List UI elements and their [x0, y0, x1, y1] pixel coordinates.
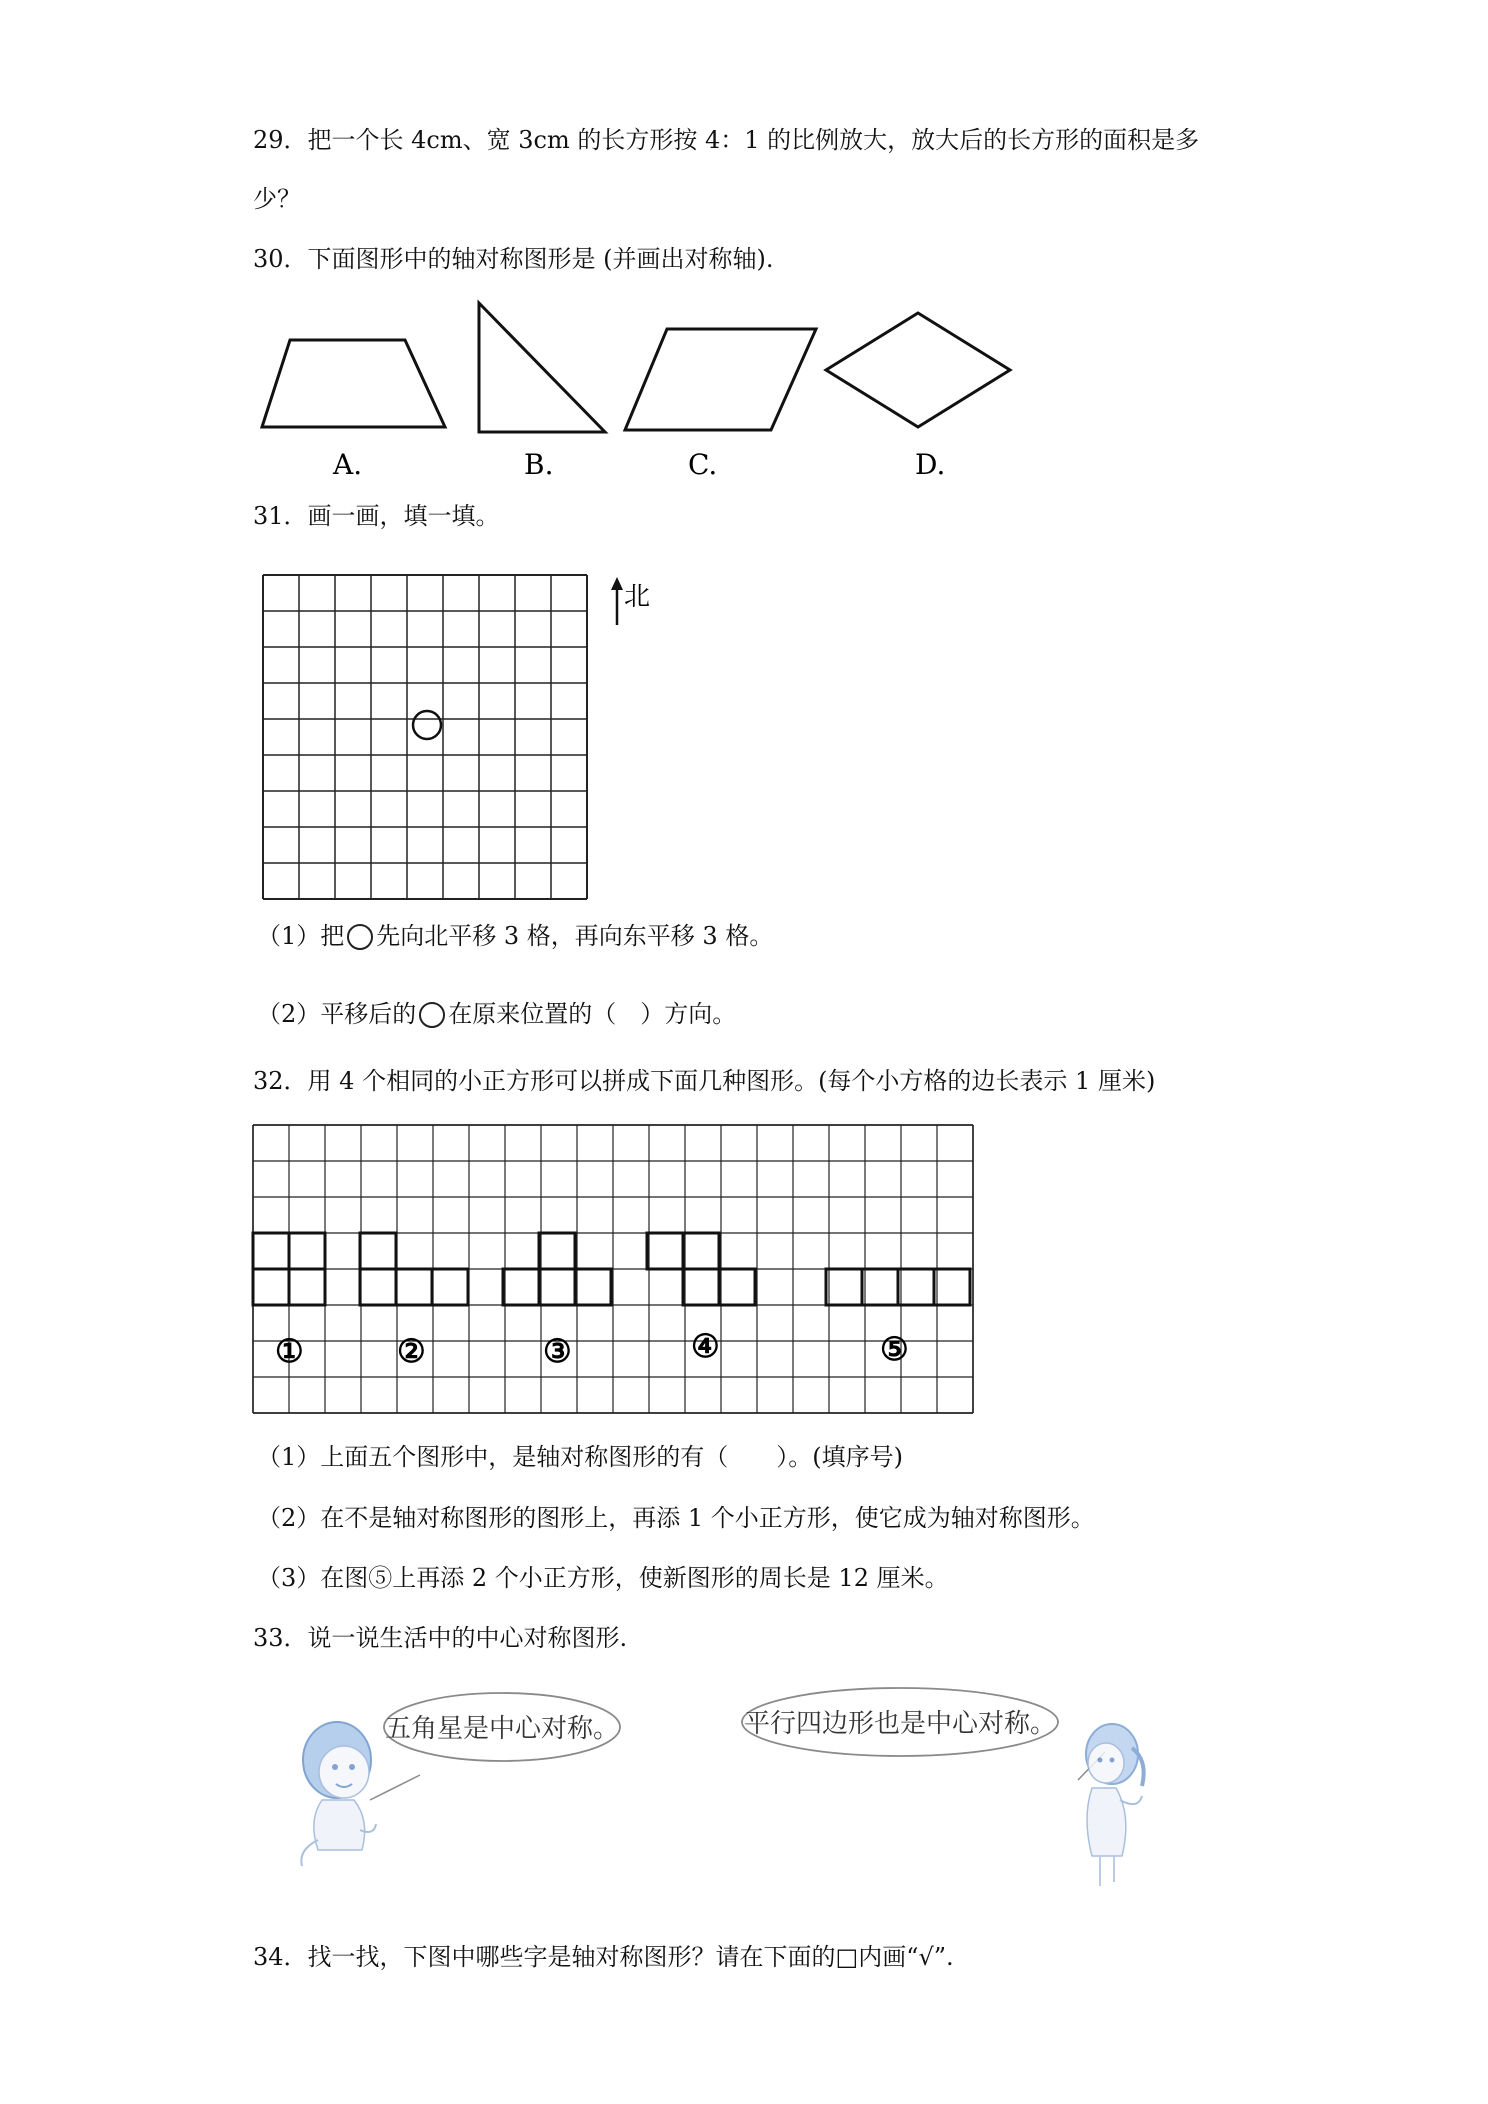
boy-illustration [301, 1722, 376, 1866]
shape-label-1: ① [275, 1332, 304, 1370]
q29-line1: 29．把一个长 4cm、宽 3cm 的长方形按 4：1 的比例放大，放大后的长方形的面积是多 [253, 126, 1200, 154]
q31-part1-suffix: 先向北平移 3 格，再向东平移 3 格。 [376, 922, 774, 950]
q32-text: 32．用 4 个相同的小正方形可以拼成下面几种图形。(每个小方格的边长表示 1 厘米) [253, 1067, 1156, 1095]
q31-text: 31．画一画，填一填。 [253, 502, 500, 530]
q34-text: 34．找一找，下图中哪些字是轴对称图形？请在下面的□内画“√”. [253, 1943, 954, 1971]
label-b: B. [524, 448, 554, 481]
q30-text: 30．下面图形中的轴对称图形是 (并画出对称轴). [253, 245, 774, 273]
north-label: 北 [624, 582, 651, 612]
shape-label-2: ② [397, 1332, 426, 1370]
label-a: A. [333, 448, 363, 481]
label-d: D. [915, 448, 946, 481]
shape-label-4: ④ [691, 1327, 720, 1365]
q31-part2-prefix: （2）平移后的 [257, 1000, 417, 1028]
girl-illustration [1086, 1724, 1144, 1886]
q32-part1: （1）上面五个图形中，是轴对称图形的有（ ）。(填序号) [257, 1443, 903, 1471]
q33-text: 33．说一说生活中的中心对称图形. [253, 1624, 628, 1652]
bubble-left-text: 五角星是中心对称。 [384, 1714, 620, 1744]
shape-label-5: ⑤ [880, 1330, 909, 1368]
speech-bubble-left [370, 1693, 620, 1800]
q31-part1-prefix: （1）把 [257, 922, 345, 950]
bubble-right-text: 平行四边形也是中心对称。 [743, 1709, 1057, 1739]
speech-bubble-right [742, 1688, 1105, 1780]
shape-label-3: ③ [543, 1332, 572, 1370]
q29-line2: 少？ [253, 185, 301, 213]
label-c: C. [688, 448, 718, 481]
q31-part2-suffix: 在原来位置的（ ）方向。 [448, 1000, 737, 1028]
q32-part3: （3）在图⑤上再添 2 个小正方形，使新图形的周长是 12 厘米。 [257, 1564, 949, 1592]
q32-part2: （2）在不是轴对称图形的图形上，再添 1 个小正方形，使它成为轴对称图形。 [257, 1504, 1095, 1532]
